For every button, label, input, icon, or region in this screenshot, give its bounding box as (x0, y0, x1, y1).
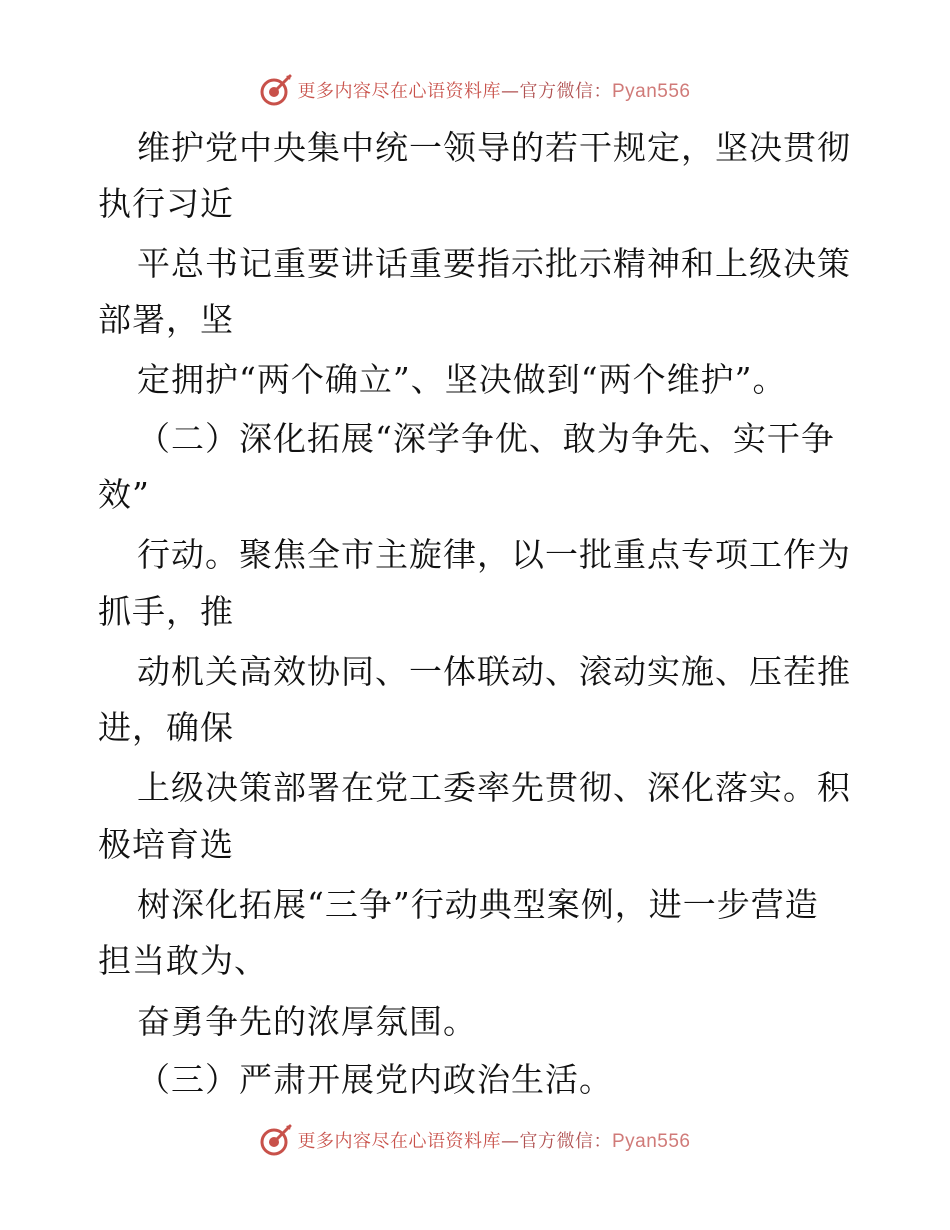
text-line: 定拥护“两个确立”、坚决做到“两个维护”。 (137, 360, 787, 399)
text-line: 上级决策部署在党工委率先贯彻、深化落实。积 (137, 768, 851, 807)
text-line: 树深化拓展“三争”行动典型案例，进一步营造 (137, 885, 819, 924)
pen-logo-icon (259, 73, 293, 107)
text-line: 维护党中央集中统一领导的若干规定，坚决贯彻 (137, 128, 851, 167)
text-line: 担当敢为、 (98, 941, 268, 980)
header-watermark (0, 70, 950, 110)
pen-logo-icon (259, 1123, 293, 1157)
text-line: 执行习近 (98, 184, 234, 223)
watermark-separator: —官方微信： (500, 1131, 612, 1152)
text-line: 行动。聚焦全市主旋律，以一批重点专项工作为 (137, 535, 851, 574)
text-line: （三）严肃开展党内政治生活。 (137, 1060, 613, 1099)
watermark-title: 更多内容尽在心语资料库 (297, 1131, 501, 1152)
watermark-separator: —官方微信： (500, 81, 612, 102)
text-line: （二）深化拓展“深学争优、敢为争先、实干争 (137, 419, 835, 458)
watermark-id: Pyan556 (611, 1131, 691, 1152)
watermark-text (297, 77, 690, 103)
text-line: 平总书记重要讲话重要指示批示精神和上级决策 (137, 244, 851, 283)
text-line: 效” (98, 475, 150, 514)
watermark-id: Pyan556 (611, 81, 691, 102)
text-line: 进，确保 (98, 708, 234, 747)
text-line: 抓手，推 (98, 592, 234, 631)
text-line: 部署，坚 (98, 300, 234, 339)
text-line: 奋勇争先的浓厚氛围。 (137, 1002, 477, 1041)
footer-watermark (0, 1120, 950, 1160)
text-line: 极培育选 (98, 825, 234, 864)
watermark-text (297, 1127, 690, 1153)
watermark-title: 更多内容尽在心语资料库 (297, 81, 501, 102)
text-line: 动机关高效协同、一体联动、滚动实施、压茬推 (137, 652, 851, 691)
